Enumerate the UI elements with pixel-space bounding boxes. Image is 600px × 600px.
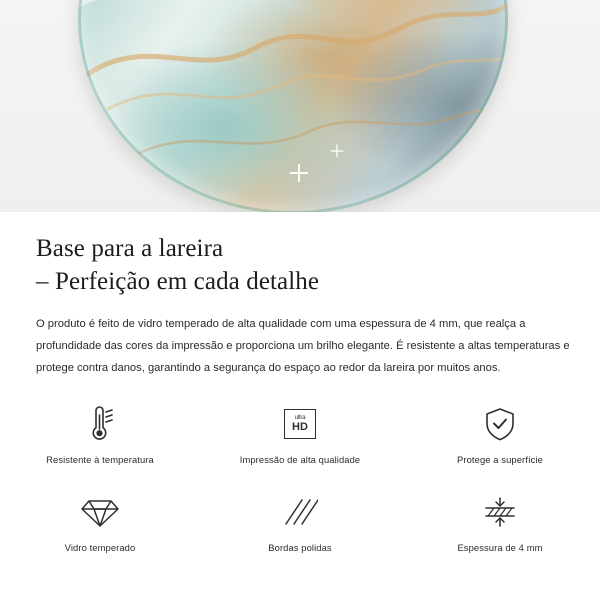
ultra-hd-top-text: ultra — [294, 415, 306, 421]
marble-veins-decor — [78, 0, 508, 212]
feature-grid — [0, 396, 600, 572]
feature-item-thickness — [400, 484, 600, 572]
headline-line-1: Base para a lareira — [36, 235, 224, 262]
sparkle-icon — [331, 145, 344, 158]
sparkle-icon — [290, 164, 308, 182]
feature-item-polished-edges — [200, 484, 400, 572]
ultra-hd-icon — [278, 402, 322, 446]
shield-check-icon — [478, 402, 522, 446]
feature-label: Espessura de 4 mm — [457, 542, 543, 553]
feature-item-temperature — [0, 396, 200, 484]
feature-item-surface-protection — [400, 396, 600, 484]
feature-label: Vidro temperado — [64, 542, 136, 553]
diamond-icon — [78, 490, 122, 534]
text-content — [0, 212, 600, 380]
feature-label: Resistente à temperatura — [46, 454, 154, 465]
ultra-hd-bottom-text: HD — [292, 421, 308, 433]
feature-label: Impressão de alta qualidade — [239, 454, 361, 465]
feature-item-tempered-glass — [0, 484, 200, 572]
headline-line-2: – Perfeição em cada detalhe — [36, 268, 320, 295]
polished-edges-icon — [278, 490, 322, 534]
thickness-arrows-icon — [478, 490, 522, 534]
feature-label: Protege a superfície — [457, 454, 543, 465]
feature-label: Bordas polidas — [268, 542, 332, 553]
hero-image — [0, 0, 600, 212]
feature-item-print-quality — [200, 396, 400, 484]
thermometer-icon — [78, 402, 122, 446]
glass-board-image — [78, 0, 508, 212]
page-title — [0, 212, 600, 298]
description-paragraph: O produto é feito de vidro temperado de alta qualidade com uma espessura de 4 mm, que realça a profundidade das cores da impressão e proporciona um brilho elegante. É resistente a altas temperaturas e protege contra danos, garantindo a segurança do espaço ao redor da lareira por muitos anos. — [36, 318, 570, 374]
